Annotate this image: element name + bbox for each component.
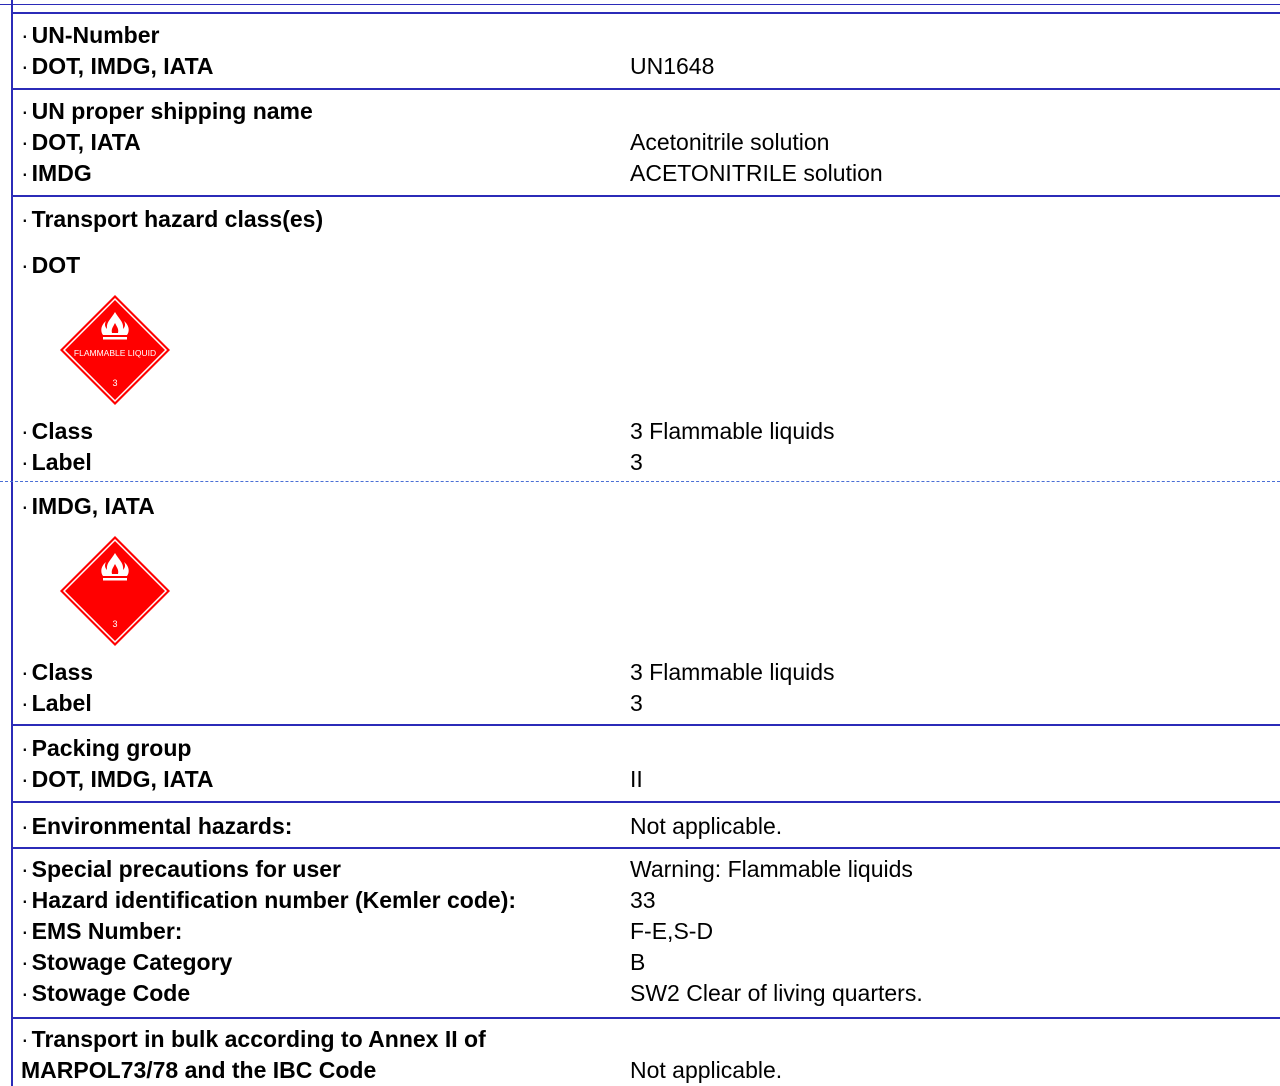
- divider: [11, 12, 1280, 14]
- placard-text: FLAMMABLE LIQUID: [73, 348, 157, 358]
- dot-class-value: 3 Flammable liquids: [630, 418, 835, 444]
- dot-label-label: · Label: [21, 449, 92, 475]
- packing-group-value: II: [630, 766, 643, 792]
- bulk-label-line2: MARPOL73/78 and the IBC Code: [21, 1057, 377, 1083]
- un-number-value: UN1648: [630, 53, 715, 79]
- bulk-value: Not applicable.: [630, 1057, 783, 1083]
- flammable-liquid-placard-icon: [59, 535, 171, 647]
- packing-group-heading: · Packing group: [21, 735, 192, 761]
- environmental-value: Not applicable.: [630, 813, 783, 839]
- placard-number: 3: [112, 619, 118, 629]
- packing-group-label: · DOT, IMDG, IATA: [21, 766, 214, 792]
- divider: [11, 801, 1280, 803]
- flammable-liquid-placard-icon: [59, 294, 171, 406]
- placard-number: 3: [112, 378, 118, 388]
- dot-heading: · DOT: [21, 252, 81, 278]
- dot-label-value: 3: [630, 449, 643, 475]
- imdg-label-label: · Label: [21, 690, 92, 716]
- un-number-label: · DOT, IMDG, IATA: [21, 53, 214, 79]
- imdg-label-value: 3: [630, 690, 643, 716]
- precaution-label: · Hazard identification number (Kemler code):: [21, 887, 517, 913]
- shipping-name-value: Acetonitrile solution: [630, 129, 830, 155]
- un-number-heading: · UN-Number: [21, 22, 160, 48]
- bulk-label-line1: · Transport in bulk according to Annex II of: [21, 1026, 486, 1052]
- divider: [11, 847, 1280, 849]
- shipping-name-label: · IMDG: [21, 160, 92, 186]
- precaution-value: 33: [630, 887, 656, 913]
- imdg-heading: · IMDG, IATA: [21, 493, 155, 519]
- precaution-value: B: [630, 949, 646, 975]
- environmental-label: · Environmental hazards:: [21, 813, 293, 839]
- divider: [11, 724, 1280, 726]
- precaution-label: · Stowage Code: [21, 980, 191, 1006]
- precaution-value: SW2 Clear of living quarters.: [630, 980, 923, 1006]
- divider: [11, 88, 1280, 90]
- precaution-label: · Special precautions for user: [21, 856, 341, 882]
- shipping-name-label: · DOT, IATA: [21, 129, 141, 155]
- dashed-divider: [0, 481, 1280, 482]
- precaution-value: F-E,S-D: [630, 918, 714, 944]
- hazard-class-heading: · Transport hazard class(es): [21, 206, 324, 232]
- shipping-name-value: ACETONITRILE solution: [630, 160, 883, 186]
- divider: [11, 195, 1280, 197]
- precaution-label: · Stowage Category: [21, 949, 233, 975]
- dot-class-label: · Class: [21, 418, 94, 444]
- imdg-class-label: · Class: [21, 659, 94, 685]
- precaution-value: Warning: Flammable liquids: [630, 856, 913, 882]
- imdg-class-value: 3 Flammable liquids: [630, 659, 835, 685]
- shipping-name-heading: · UN proper shipping name: [21, 98, 313, 124]
- precaution-label: · EMS Number:: [21, 918, 183, 944]
- divider: [11, 1017, 1280, 1019]
